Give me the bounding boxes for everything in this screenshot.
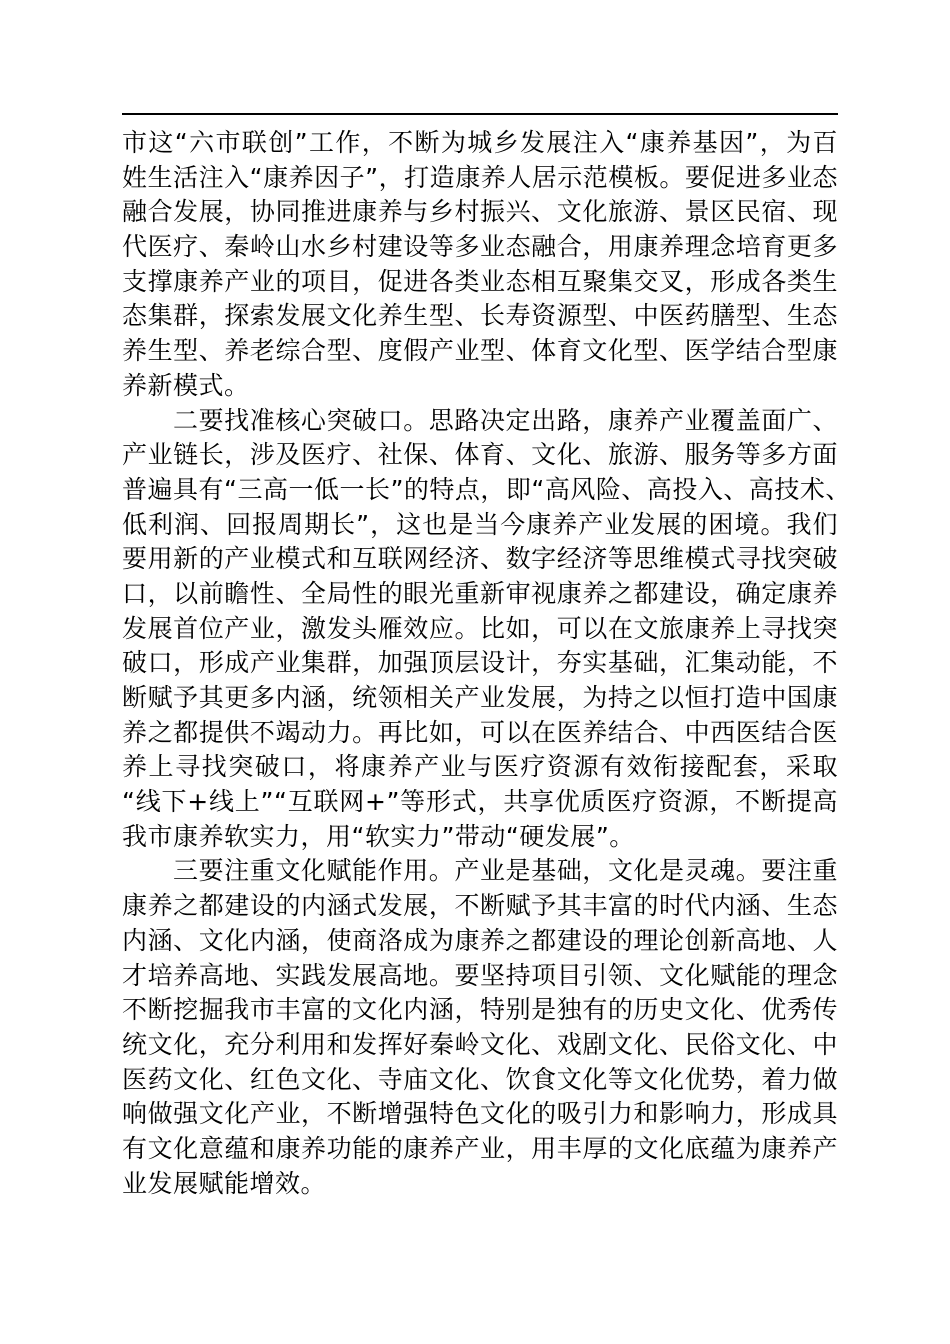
text-line: 业发展赋能增效。 xyxy=(122,1168,327,1198)
text-line: 响做强文化产业，不断增强特色文化的吸引力和影响力，形成具 xyxy=(122,1099,838,1129)
text-line: 养生型、养老综合型、度假产业型、体育文化型、医学结合型康 xyxy=(122,336,838,366)
text-line: 融合发展，协同推进康养与乡村振兴、文化旅游、景区民宿、现 xyxy=(122,197,838,227)
text-line: 二要找准核心突破口。思路决定出路，康养产业覆盖面广、 xyxy=(173,405,838,435)
text-line: 低利润、回报周期长”，这也是当今康养产业发展的困境。我们 xyxy=(122,509,838,539)
text-line: 代医疗、秦岭山水乡村建设等多业态融合，用康养理念培育更多 xyxy=(122,232,838,262)
text-line: 市这“六市联创”工作，不断为城乡发展注入“康养基因”，为百 xyxy=(122,128,838,157)
text-line: 要用新的产业模式和互联网经济、数字经济等思维模式寻找突破 xyxy=(122,544,838,574)
text-line: 我市康养软实力，用“软实力”带动“硬发展”。 xyxy=(122,821,635,851)
paragraph-3 xyxy=(122,854,838,1201)
paragraph-1 xyxy=(122,126,838,404)
text-line: 养新模式。 xyxy=(122,370,250,400)
text-line: 态集群，探索发展文化养生型、长寿资源型、中医药膳型、生态 xyxy=(122,301,838,331)
text-line: “线下+线上”“互联网+”等形式，共享优质医疗资源，不断提高 xyxy=(122,787,838,817)
document-body xyxy=(122,126,851,1201)
text-line: 才培养高地、实践发展高地。要坚持项目引领、文化赋能的理念 xyxy=(122,960,838,990)
text-line: 有文化意蕴和康养功能的康养产业，用丰厚的文化底蕴为康养产 xyxy=(122,1133,838,1163)
text-line: 支撑康养产业的项目，促进各类业态相互聚集交叉，形成各类生 xyxy=(122,266,838,296)
text-line: 康养之都建设的内涵式发展，不断赋予其丰富的时代内涵、生态 xyxy=(122,891,838,921)
text-line: 养上寻找突破口，将康养产业与医疗资源有效衔接配套，采取 xyxy=(122,752,838,782)
text-line: 发展首位产业，激发头雁效应。比如，可以在文旅康养上寻找突 xyxy=(122,613,838,643)
text-line: 内涵、文化内涵，使商洛成为康养之都建设的理论创新高地、人 xyxy=(122,925,838,955)
text-line: 破口，形成产业集群，加强顶层设计，夯实基础，汇集动能，不 xyxy=(122,648,838,678)
text-line: 养之都提供不竭动力。再比如，可以在医养结合、中西医结合医 xyxy=(122,717,838,747)
text-line: 产业链长，涉及医疗、社保、体育、文化、旅游、服务等多方面 xyxy=(122,440,838,470)
text-line: 口，以前瞻性、全局性的眼光重新审视康养之都建设，确定康养 xyxy=(122,578,838,608)
text-line: 姓生活注入“康养因子”，打造康养人居示范模板。要促进多业态 xyxy=(122,162,838,192)
text-line: 普遍具有“三高一低一长”的特点，即“高风险、高投入、高技术、 xyxy=(122,474,851,504)
text-line: 医药文化、红色文化、寺庙文化、饮食文化等文化优势，着力做 xyxy=(122,1064,838,1094)
text-line: 三要注重文化赋能作用。产业是基础，文化是灵魂。要注重 xyxy=(173,856,838,886)
text-line: 断赋予其更多内涵，统领相关产业发展，为持之以恒打造中国康 xyxy=(122,683,838,712)
text-line: 不断挖掘我市丰富的文化内涵，特别是独有的历史文化、优秀传 xyxy=(122,995,838,1025)
paragraph-2 xyxy=(122,404,851,855)
text-line: 统文化，充分利用和发挥好秦岭文化、戏剧文化、民俗文化、中 xyxy=(122,1029,838,1059)
header-rule xyxy=(122,113,838,115)
